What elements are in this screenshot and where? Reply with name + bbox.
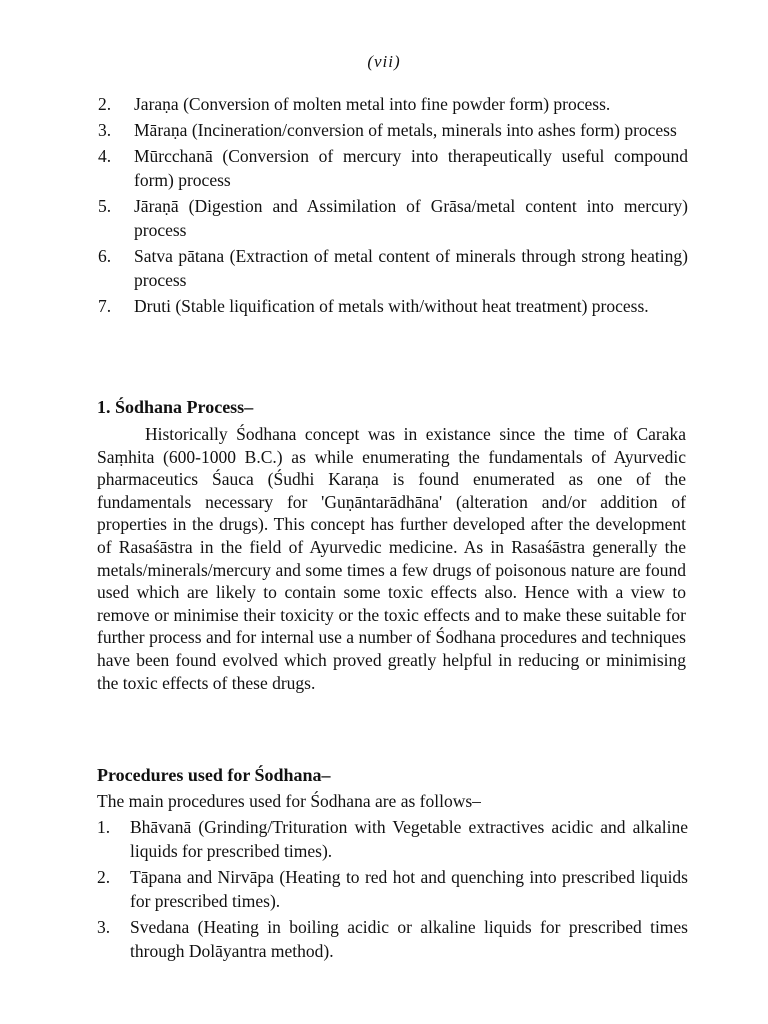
subheading: Procedures used for Śodhana– — [97, 765, 331, 785]
list-text: Jaraṇa (Conversion of molten metal into fine powder form) process. — [134, 94, 611, 114]
list-text: Tāpana and Nirvāpa (Heating to red hot and quenching into prescribed liquids for prescribed times). — [130, 867, 688, 911]
list-text: Māraṇa (Incineration/conversion of metals, minerals into ashes form) process — [134, 120, 677, 140]
list-text: Jāraṇā (Digestion and Assimilation of Grāsa/metal content into mercury) process — [134, 196, 688, 240]
process-list — [0, 92, 768, 320]
body-paragraph: Historically Śodhana concept was in existance since the time of Caraka Saṃhita (600-1000 B.C.) as while enumerating the fundamentals of Ayurvedic pharmaceutics Śauca (Śudhi Karaṇa is found enumerated as one of the fundamentals necessary for 'Guṇāntarādhāna' (alteration and/or addition of properties in the drugs). This concept has further developed after the development of Rasaśāstra in the field of Ayurvedic medicine. As in Rasaśāstra generally the metals/minerals/mercury and some times a few drugs of poisonous nature are found used which are likely to contain some toxic effects also. Hence with a view to remove or minimise their toxicity or the toxic effects and to make these suitable for further process and for internal use a number of Śodhana procedures and techniques have been found evolved which proved greatly helpful in reducing or minimising the toxic effects of these drugs. — [97, 424, 686, 693]
list-number: 4. — [98, 146, 112, 166]
list-item — [0, 194, 768, 242]
list-text: Bhāvanā (Grinding/Trituration with Vegetable extractives acidic and alkaline liquids for prescribed times). — [130, 817, 688, 861]
list-number: 7. — [98, 296, 112, 316]
list-item — [0, 92, 768, 116]
list-item — [0, 915, 768, 963]
intro-line: The main procedures used for Śodhana are as follows– — [97, 791, 481, 811]
procedure-list — [0, 815, 768, 965]
page-number: (vii) — [367, 52, 401, 71]
list-text: Satva pātana (Extraction of metal content of minerals through strong heating) process — [134, 246, 688, 290]
list-item — [0, 118, 768, 142]
list-item — [0, 865, 768, 913]
list-number: 3. — [98, 120, 112, 140]
list-item — [0, 144, 768, 192]
list-item — [0, 294, 768, 318]
section-heading: 1. Śodhana Process– — [97, 397, 254, 417]
list-number: 6. — [98, 246, 112, 266]
list-number: 2. — [97, 867, 111, 887]
list-number: 3. — [97, 917, 111, 937]
list-text: Druti (Stable liquification of metals with/without heat treatment) process. — [134, 296, 649, 316]
list-number: 5. — [98, 196, 112, 216]
list-text: Mūrcchanā (Conversion of mercury into therapeutically useful compound form) process — [134, 146, 688, 190]
list-number: 2. — [98, 94, 112, 114]
list-text: Svedana (Heating in boiling acidic or alkaline liquids for prescribed times through Dolāyantra method). — [130, 917, 688, 961]
list-item — [0, 244, 768, 292]
list-number: 1. — [97, 817, 111, 837]
list-item — [0, 815, 768, 863]
